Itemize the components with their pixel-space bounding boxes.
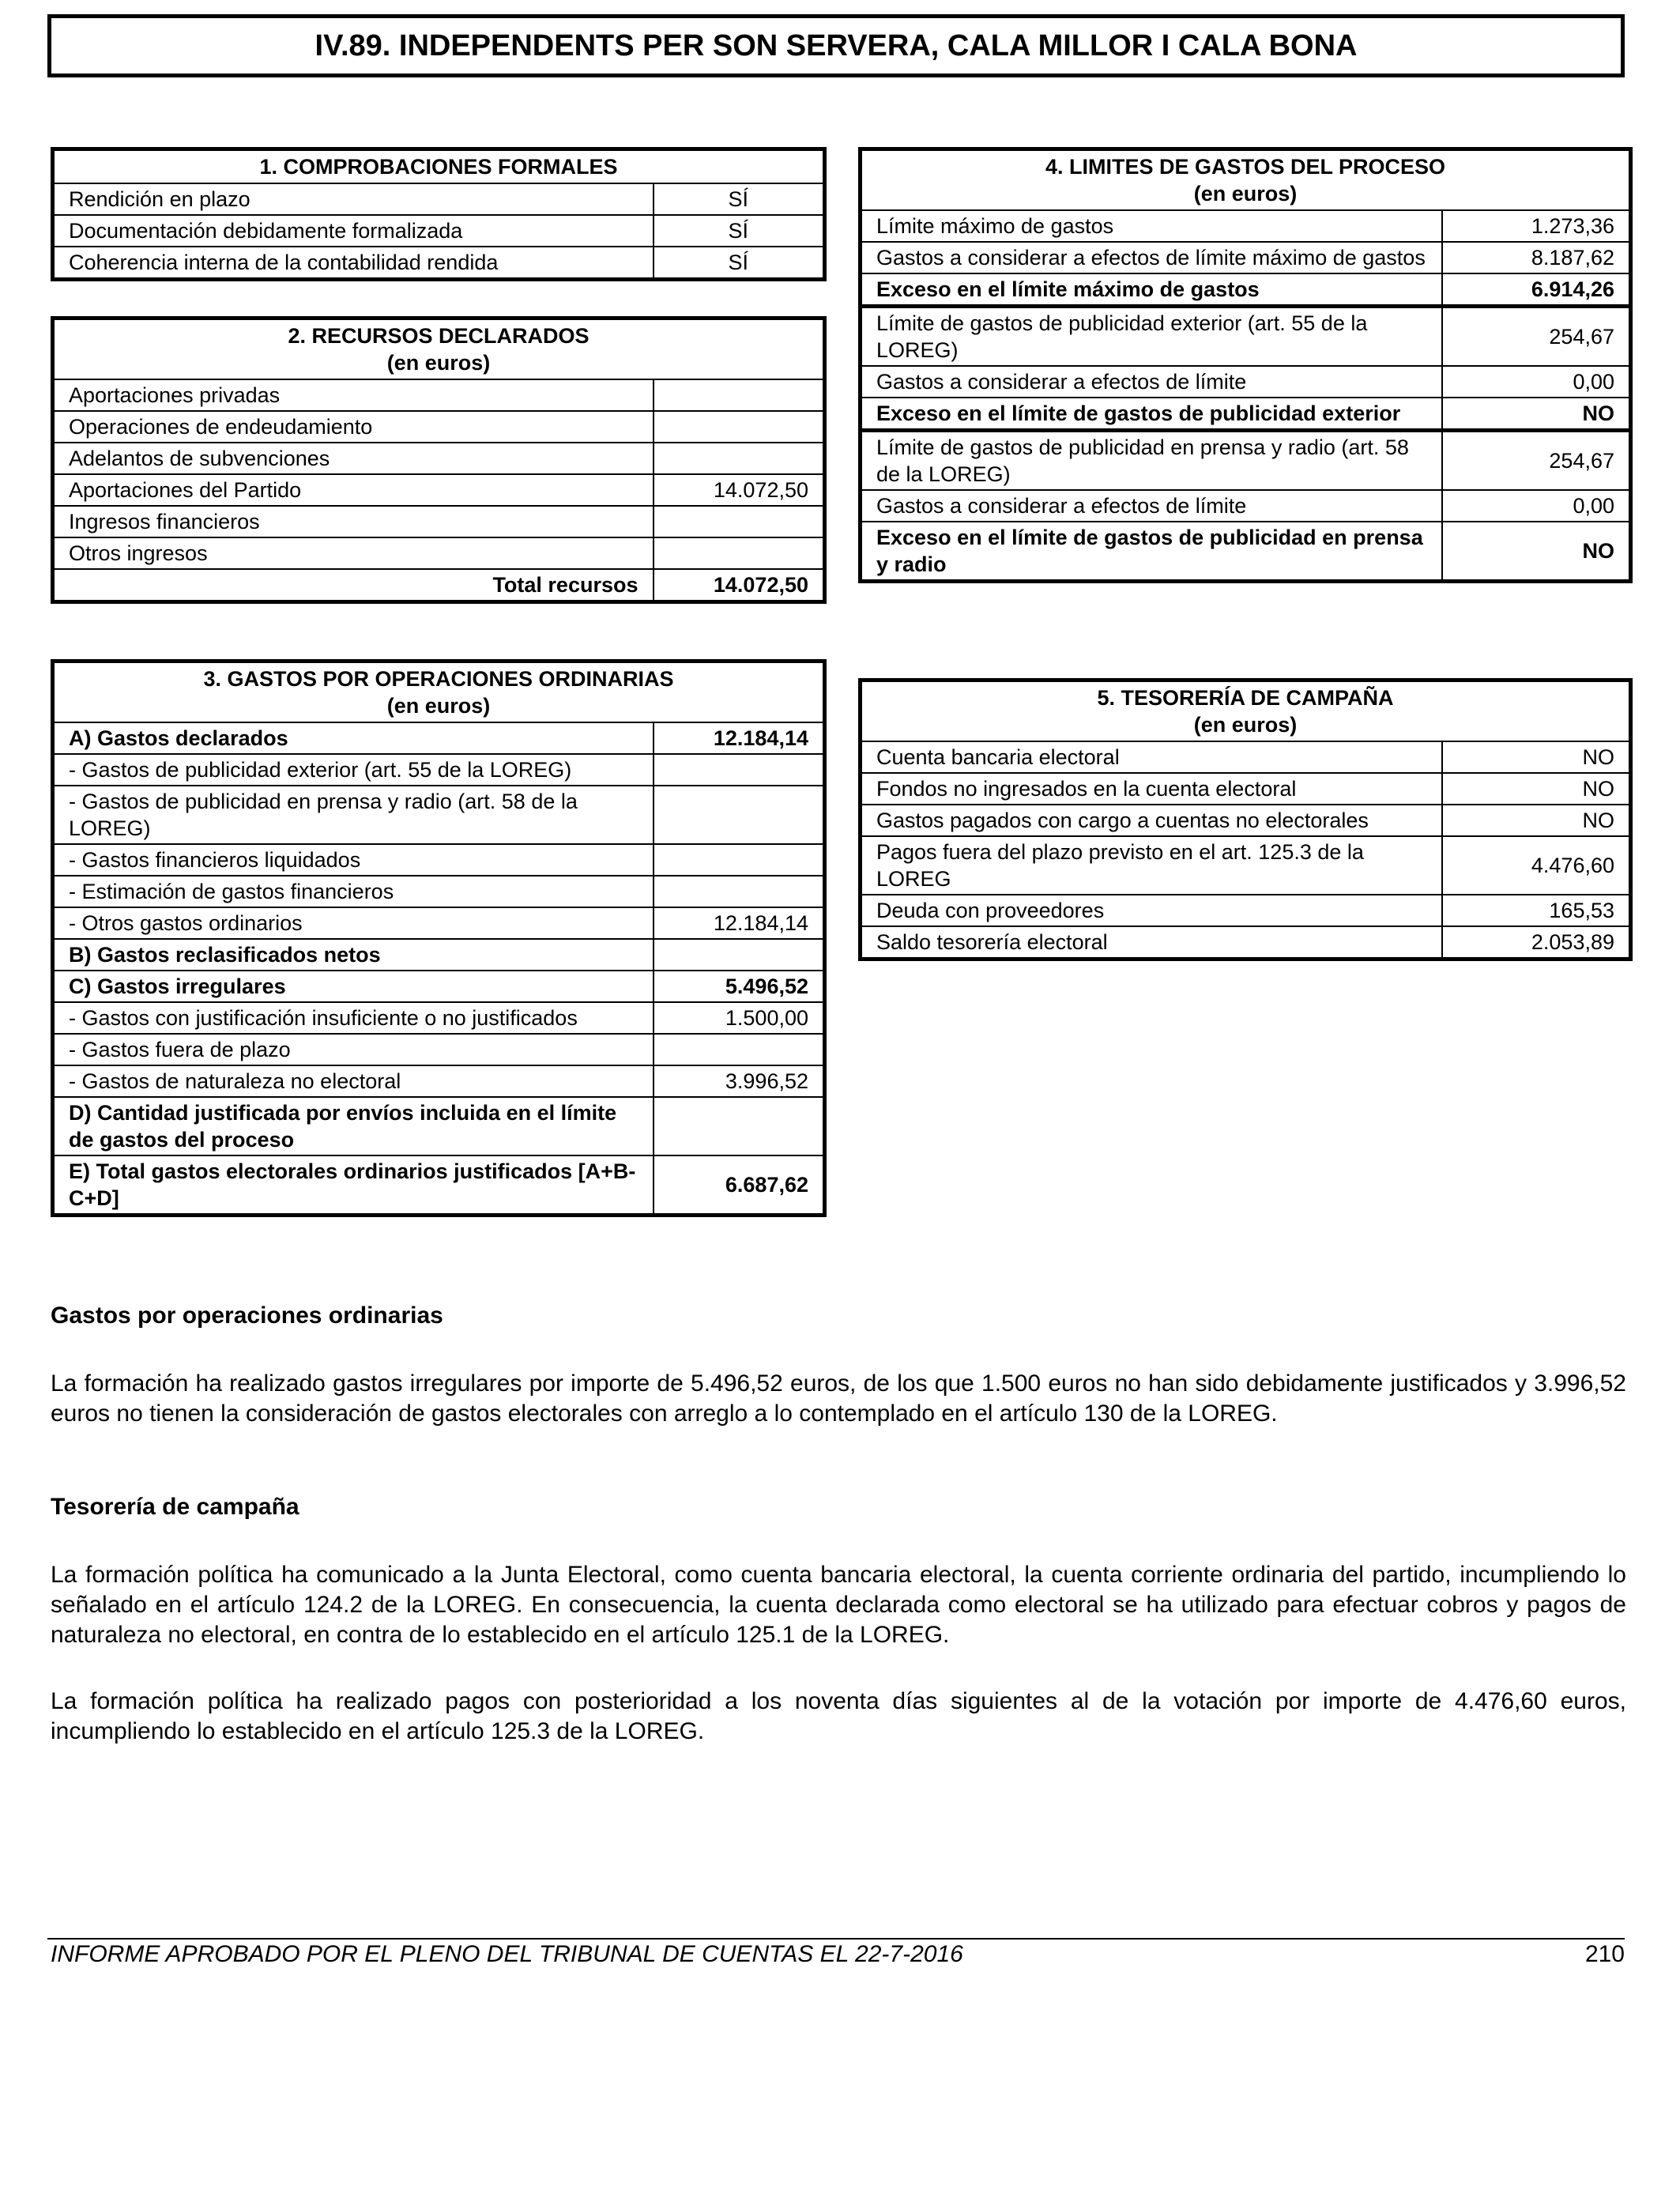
- row-value: 1.500,00: [654, 1002, 825, 1034]
- total-row: [53, 569, 825, 602]
- table-row: [53, 1034, 825, 1065]
- row-label: Rendición en plazo: [53, 183, 654, 215]
- page-number: 210: [1584, 1941, 1625, 1967]
- table-row: [53, 939, 825, 971]
- row-label: A) Gastos declarados: [53, 722, 654, 754]
- row-value: 6.687,62: [654, 1155, 825, 1216]
- page-title: IV.89. INDEPENDENTS PER SON SERVERA, CALA MILLOR I CALA BONA: [47, 14, 1625, 77]
- row-label: E) Total gastos electorales ordinarios justificados [A+B-C+D]: [53, 1155, 654, 1216]
- table-heading: 2. RECURSOS DECLARADOS (en euros): [53, 319, 825, 380]
- row-label: Coherencia interna de la contabilidad rendida: [53, 247, 654, 280]
- row-value: NO: [1442, 522, 1631, 582]
- table-row: [53, 247, 825, 280]
- table-row: [53, 506, 825, 537]
- table-row: [53, 443, 825, 474]
- footer-text: INFORME APROBADO POR EL PLENO DEL TRIBUNAL DE CUENTAS EL 22-7-2016: [51, 1941, 963, 1967]
- row-value: 1.273,36: [1442, 210, 1631, 242]
- table-row: [53, 183, 825, 215]
- table-gastos-operaciones-ordinarias: [51, 659, 827, 1217]
- paragraph-gastos: La formación ha realizado gastos irregulares por importe de 5.496,52 euros, de los que 1.500 euros no han sido debidamente justificados y 3.996,52 euros no tienen la consideración de gastos electorales con arreglo a lo contemplado en el artículo 130 de la LOREG.: [51, 1370, 1626, 1427]
- row-label: - Gastos financieros liquidados: [53, 844, 654, 876]
- table-row: [861, 895, 1631, 926]
- row-value: [654, 411, 825, 443]
- table-row: [861, 210, 1631, 242]
- row-value: 2.053,89: [1442, 926, 1631, 959]
- table-tesoreria-campana: [858, 678, 1633, 961]
- row-value: 5.496,52: [654, 971, 825, 1002]
- row-label: Exceso en el límite de gastos de publicidad en prensa y radio: [861, 522, 1442, 582]
- row-label: Aportaciones del Partido: [53, 474, 654, 506]
- row-label: Fondos no ingresados en la cuenta electoral: [861, 773, 1442, 805]
- row-value: [654, 379, 825, 411]
- table-heading: 1. COMPROBACIONES FORMALES: [53, 149, 825, 184]
- row-label: - Estimación de gastos financieros: [53, 876, 654, 907]
- paragraph-tesoreria-2: La formación política ha realizado pagos con posterioridad a los noventa días siguientes al de la votación por importe de 4.476,60 euros, incumpliendo lo establecido en el artículo 125.3 de la LOREG.: [51, 1688, 1626, 1744]
- table-comprobaciones-formales: [51, 147, 827, 281]
- table-row: [53, 844, 825, 876]
- row-label: - Gastos fuera de plazo: [53, 1034, 654, 1065]
- row-value: 165,53: [1442, 895, 1631, 926]
- table-heading: 4. LIMITES DE GASTOS DEL PROCESO (en euros): [861, 149, 1631, 211]
- table-row: [861, 741, 1631, 773]
- row-value: 0,00: [1442, 490, 1631, 522]
- total-label: Total recursos: [53, 569, 654, 602]
- table-row: [861, 307, 1631, 367]
- row-label: - Gastos con justificación insuficiente o no justificados: [53, 1002, 654, 1034]
- table-row: [53, 1002, 825, 1034]
- footer-divider: [47, 1938, 1625, 1940]
- table-heading: 3. GASTOS POR OPERACIONES ORDINARIAS (en euros): [53, 662, 825, 723]
- table-heading: 5. TESORERÍA DE CAMPAÑA (en euros): [861, 680, 1631, 742]
- table-recursos-declarados: [51, 316, 827, 604]
- row-label: Otros ingresos: [53, 537, 654, 569]
- table-row: [861, 490, 1631, 522]
- table-row: [53, 754, 825, 786]
- row-label: Gastos a considerar a efectos de límite: [861, 366, 1442, 398]
- table-row: [53, 971, 825, 1002]
- row-label: Gastos pagados con cargo a cuentas no electorales: [861, 805, 1442, 836]
- row-value: 3.996,52: [654, 1065, 825, 1097]
- table-row: [861, 398, 1631, 431]
- row-value: 0,00: [1442, 366, 1631, 398]
- row-value: NO: [1442, 741, 1631, 773]
- section-heading-tesoreria: Tesorería de campaña: [51, 1494, 299, 1520]
- table-row: [53, 1065, 825, 1097]
- table-row: [53, 876, 825, 907]
- row-value: [654, 537, 825, 569]
- table-row: [53, 537, 825, 569]
- row-label: Exceso en el límite máximo de gastos: [861, 273, 1442, 307]
- table-row: [861, 773, 1631, 805]
- row-value: 8.187,62: [1442, 242, 1631, 273]
- row-label: - Otros gastos ordinarios: [53, 907, 654, 939]
- row-value: 14.072,50: [654, 474, 825, 506]
- table-row: [861, 242, 1631, 273]
- row-label: Gastos a considerar a efectos de límite máximo de gastos: [861, 242, 1442, 273]
- row-label: - Gastos de naturaleza no electoral: [53, 1065, 654, 1097]
- row-value: SÍ: [654, 215, 825, 247]
- paragraph-tesoreria-1: La formación política ha comunicado a la Junta Electoral, como cuenta bancaria electoral, la cuenta corriente ordinaria del partido, incumpliendo lo señalado en el artículo 124.2 de la LOREG. En consecuencia, la cuenta declarada como electoral se ha utilizado para efectuar cobros y pagos de naturaleza no electoral, en contra de lo establecido en el artículo 125.1 de la LOREG.: [51, 1562, 1626, 1648]
- table-row: [861, 431, 1631, 491]
- row-value: [654, 876, 825, 907]
- row-label: Documentación debidamente formalizada: [53, 215, 654, 247]
- row-label: C) Gastos irregulares: [53, 971, 654, 1002]
- table-row: [53, 1097, 825, 1155]
- row-value: 254,67: [1442, 431, 1631, 491]
- table-row: [53, 722, 825, 754]
- row-label: Límite de gastos de publicidad en prensa y radio (art. 58 de la LOREG): [861, 431, 1442, 491]
- row-value: 6.914,26: [1442, 273, 1631, 307]
- row-label: D) Cantidad justificada por envíos incluida en el límite de gastos del proceso: [53, 1097, 654, 1155]
- row-label: Operaciones de endeudamiento: [53, 411, 654, 443]
- row-value: SÍ: [654, 183, 825, 215]
- table-row: [861, 522, 1631, 582]
- row-value: 12.184,14: [654, 907, 825, 939]
- row-label: Gastos a considerar a efectos de límite: [861, 490, 1442, 522]
- row-label: Saldo tesorería electoral: [861, 926, 1442, 959]
- table-row: [861, 273, 1631, 307]
- total-value: 14.072,50: [654, 569, 825, 602]
- row-label: B) Gastos reclasificados netos: [53, 939, 654, 971]
- row-value: [654, 1097, 825, 1155]
- row-value: 254,67: [1442, 307, 1631, 367]
- row-label: - Gastos de publicidad en prensa y radio (art. 58 de la LOREG): [53, 786, 654, 844]
- row-label: Cuenta bancaria electoral: [861, 741, 1442, 773]
- table-row: [53, 907, 825, 939]
- table-row: [861, 926, 1631, 959]
- row-label: Adelantos de subvenciones: [53, 443, 654, 474]
- row-value: [654, 754, 825, 786]
- table-row: [53, 411, 825, 443]
- row-value: NO: [1442, 773, 1631, 805]
- row-value: [654, 443, 825, 474]
- row-value: 12.184,14: [654, 722, 825, 754]
- row-label: Ingresos financieros: [53, 506, 654, 537]
- table-row: [861, 836, 1631, 895]
- table-row: [53, 786, 825, 844]
- table-row: [861, 366, 1631, 398]
- row-label: Exceso en el límite de gastos de publicidad exterior: [861, 398, 1442, 431]
- row-value: NO: [1442, 805, 1631, 836]
- row-value: NO: [1442, 398, 1631, 431]
- table-row: [53, 379, 825, 411]
- row-value: [654, 939, 825, 971]
- row-label: Pagos fuera del plazo previsto en el art. 125.3 de la LOREG: [861, 836, 1442, 895]
- row-value: [654, 506, 825, 537]
- table-row: [53, 474, 825, 506]
- table-row: [53, 1155, 825, 1216]
- row-label: Deuda con proveedores: [861, 895, 1442, 926]
- table-row: [861, 805, 1631, 836]
- section-heading-gastos: Gastos por operaciones ordinarias: [51, 1302, 443, 1329]
- row-label: Límite de gastos de publicidad exterior (art. 55 de la LOREG): [861, 307, 1442, 367]
- row-label: Aportaciones privadas: [53, 379, 654, 411]
- row-value: [654, 1034, 825, 1065]
- table-row: [53, 215, 825, 247]
- row-value: SÍ: [654, 247, 825, 280]
- row-value: 4.476,60: [1442, 836, 1631, 895]
- row-label: - Gastos de publicidad exterior (art. 55 de la LOREG): [53, 754, 654, 786]
- row-value: [654, 786, 825, 844]
- table-limites-gastos: [858, 147, 1633, 583]
- row-value: [654, 844, 825, 876]
- row-label: Límite máximo de gastos: [861, 210, 1442, 242]
